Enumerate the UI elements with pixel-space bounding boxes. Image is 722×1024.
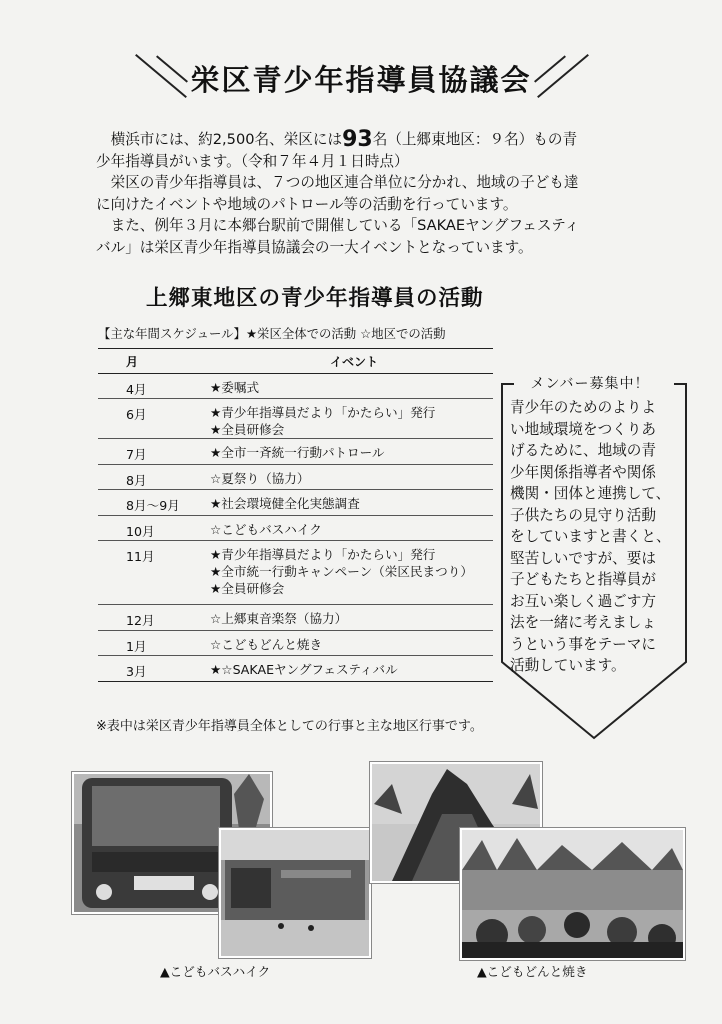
schedule-month: 10月 xyxy=(98,516,210,541)
schedule-event: ★全員研修会 xyxy=(210,422,285,437)
schedule-row xyxy=(98,439,493,465)
facility-photo xyxy=(219,828,371,958)
member-text-line: げるために、地域の青 xyxy=(510,442,656,459)
member-text-line: 法を一緒に考えましょ xyxy=(510,614,656,631)
schedule-month: 3月 xyxy=(98,656,210,682)
schedule-events xyxy=(210,516,493,541)
schedule-events xyxy=(210,541,493,605)
intro-line-5: また、例年３月に本郷台駅前で開催している「SAKAEヤングフェスティ xyxy=(110,217,580,234)
schedule-month: 7月 xyxy=(98,439,210,465)
member-text-line: 少年関係指導者や関係 xyxy=(510,463,656,481)
bus-caption: ▲こどもバスハイク xyxy=(160,964,271,979)
schedule-legend: 【主な年間スケジュール】★栄区全体での活動 ☆地区での活動 xyxy=(98,326,446,341)
fire-caption: ▲こどもどんと焼き xyxy=(477,964,588,979)
member-text-line: 機関・団体と連携して、 xyxy=(510,485,671,502)
crowd-photo xyxy=(460,828,685,960)
schedule-row xyxy=(98,541,493,605)
schedule-events xyxy=(210,399,493,439)
schedule-event: ★委嘱式 xyxy=(210,380,260,395)
header-month: 月 xyxy=(98,349,210,374)
section-heading: 上郷東地区の青少年指導員の活動 xyxy=(146,286,484,311)
schedule-event: ★全市一斉統一行動パトロール xyxy=(210,445,385,460)
member-text-line: 青少年のためのよりよ xyxy=(510,399,656,416)
schedule-row xyxy=(98,516,493,541)
schedule-event: ★青少年指導員だより「かたらい」発行 xyxy=(210,547,436,562)
schedule-body xyxy=(98,374,493,682)
schedule-events xyxy=(210,656,493,682)
schedule-month: 8月 xyxy=(98,465,210,490)
schedule-row xyxy=(98,399,493,439)
schedule-event: ★青少年指導員だより「かたらい」発行 xyxy=(210,405,436,420)
intro-line-6: バル」は栄区青少年指導員協議会の一大イベントとなっています。 xyxy=(96,238,533,256)
schedule-event: ☆こどもバスハイク xyxy=(210,522,322,537)
schedule-row xyxy=(98,465,493,490)
member-text-line: 子供たちの見守り活動 xyxy=(510,506,656,524)
member-count: 93 xyxy=(342,127,373,152)
schedule-event: ☆こどもどんと焼き xyxy=(210,637,323,652)
schedule-events xyxy=(210,439,493,465)
schedule-events xyxy=(210,490,493,516)
schedule-month: 8月～9月 xyxy=(98,490,210,516)
page-title: 栄区青少年指導員協議会 xyxy=(190,63,532,97)
member-text-line: うという事をテーマに xyxy=(510,635,656,653)
member-text-line: い地域環境をつくりあ xyxy=(510,420,656,438)
schedule-event: ☆夏祭り（協力） xyxy=(210,471,310,486)
schedule-events xyxy=(210,605,493,631)
schedule-table xyxy=(98,348,493,682)
schedule-events xyxy=(210,374,493,399)
schedule-month: 4月 xyxy=(98,374,210,399)
member-text-line: お互い楽しく過ごす方 xyxy=(510,592,656,610)
schedule-events xyxy=(210,631,493,656)
schedule-event: ★全市統一行動キャンペーン（栄区民まつり） xyxy=(210,564,473,579)
intro-line-1: 横浜市には、約2,500名、栄区には93名（上郷東地区：９名）もの青 xyxy=(110,127,578,152)
schedule-row xyxy=(98,374,493,399)
schedule-month: 11月 xyxy=(98,541,210,605)
member-text-line: をしていますと書くと、 xyxy=(510,528,671,545)
member-text-line: 活動しています。 xyxy=(510,657,626,674)
schedule-event: ☆上郷東音楽祭（協力） xyxy=(210,611,348,626)
schedule-month: 12月 xyxy=(98,605,210,631)
member-box-text xyxy=(510,397,692,677)
schedule-row xyxy=(98,656,493,682)
intro-line-4: に向けたイベントや地域のパトロール等の活動を行っています。 xyxy=(96,195,518,213)
intro-line-2: 少年指導員がいます。（令和７年４月１日時点） xyxy=(96,152,409,170)
schedule-row xyxy=(98,631,493,656)
member-text-line: 堅苦しいですが、要は xyxy=(510,549,656,567)
schedule-event: ★全員研修会 xyxy=(210,581,285,596)
table-note: ※表中は栄区青少年指導員全体としての行事と主な地区行事です。 xyxy=(96,719,483,734)
schedule-event: ★☆SAKAEヤングフェスティバル xyxy=(210,662,398,677)
intro-text xyxy=(96,129,666,258)
schedule-month: 1月 xyxy=(98,631,210,656)
member-box-title: メンバー募集中！ xyxy=(514,373,666,393)
schedule-events xyxy=(210,465,493,490)
intro-line-3: 栄区の青少年指導員は、７つの地区連合単位に分かれ、地域の子ども達 xyxy=(110,174,579,191)
schedule-row xyxy=(98,490,493,516)
header-event: イベント xyxy=(210,349,493,374)
member-text-line: 子どもたちと指導員が xyxy=(510,571,656,588)
schedule-event: ★社会環境健全化実態調査 xyxy=(210,496,360,511)
schedule-row xyxy=(98,605,493,631)
schedule-month: 6月 xyxy=(98,399,210,439)
